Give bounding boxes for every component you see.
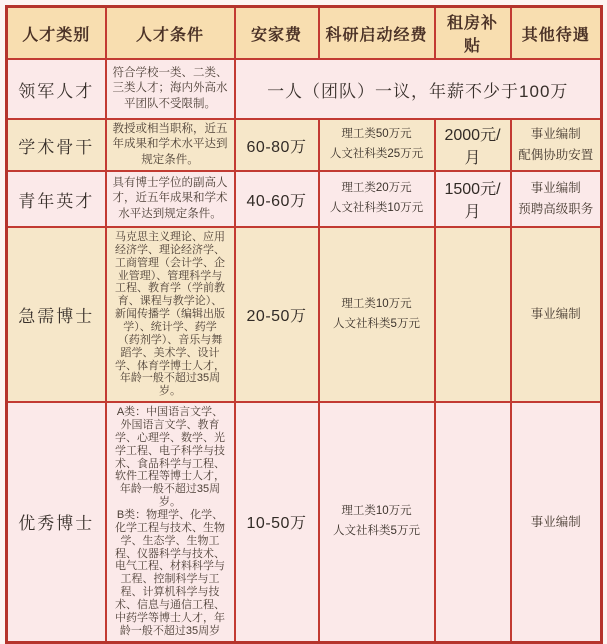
cell-condition [106, 402, 235, 642]
research-fund-line-humanities: 人文社科类10万元 [329, 202, 424, 214]
table-row-excellent-phd [7, 402, 602, 642]
cell-condition: 教授或相当职称，近五年成果和学术水平达到规定条件。 [106, 119, 235, 171]
cell-settling-allowance: 60-80万 [235, 119, 319, 171]
cell-housing-subsidy: 1500元/月 [435, 171, 511, 227]
cell-category: 青年英才 [7, 171, 106, 227]
research-fund-line-science: 理工类10万元 [341, 505, 412, 518]
cell-other-benefits [511, 119, 602, 171]
cell-research-fund [319, 119, 435, 171]
cell-category: 领军人才 [7, 59, 106, 119]
cell-settling-allowance: 20-50万 [235, 227, 319, 402]
cell-settling-allowance: 10-50万 [235, 402, 319, 642]
cell-research-fund [319, 171, 435, 227]
header-cell-talent-category: 人才类别 [7, 7, 106, 60]
research-fund-line-humanities: 人文社科类5万元 [333, 524, 420, 537]
other-benefit-line: 预聘高级职务 [518, 202, 594, 216]
header-cell-research-fund: 科研启动经费 [319, 7, 435, 60]
talent-recruitment-table [5, 5, 603, 644]
research-fund-line-science: 理工类10万元 [341, 298, 412, 311]
condition-paragraph-class-a: A类：中国语言文学、外国语言文学、教育学、心理学、数学、光学工程、电子科学与技术、食品科学与工程、软件工程等博士人才，年龄一般不超过35周岁。 [115, 406, 225, 509]
header-cell-talent-condition: 人才条件 [106, 7, 235, 60]
table-row-urgent-phd [7, 227, 602, 402]
cell-condition: 马克思主义理论、应用经济学、理论经济学、工商管理（会计学、企业管理）、管理科学与工程、教育学（学前教育、课程与教学论）、新闻传播学（编辑出版学）、统计学、药学（药剂学）、音乐与舞蹈学、美术学、设计学、体育学博士人才，年龄一般不超过35周岁。 [106, 227, 235, 402]
research-fund-line-humanities: 人文社科类25万元 [329, 148, 424, 160]
cell-housing-subsidy [435, 227, 511, 402]
cell-housing-subsidy: 2000元/月 [435, 119, 511, 171]
table-row-academic-backbone [7, 119, 602, 171]
other-benefit-line: 事业编制 [530, 127, 581, 142]
cell-research-fund [319, 227, 435, 402]
research-fund-line-science: 理工类20万元 [341, 182, 412, 195]
cell-other-benefits [511, 171, 602, 227]
cell-merged-negotiated-salary: 一人（团队）一议，年薪不少于100万 [235, 59, 602, 119]
table-row-leading-talent [7, 59, 602, 119]
cell-condition: 符合学校一类、二类、三类人才；海内外高水平团队不受限制。 [106, 59, 235, 119]
cell-category: 优秀博士 [7, 402, 106, 642]
cell-category: 急需博士 [7, 227, 106, 402]
cell-other-benefits [511, 402, 602, 642]
cell-settling-allowance: 40-60万 [235, 171, 319, 227]
cell-other-benefits [511, 227, 602, 402]
cell-condition: 具有博士学位的副高人才，近五年成果和学术水平达到规定条件。 [106, 171, 235, 227]
other-benefit-line: 事业编制 [530, 181, 581, 196]
other-benefit-line: 配偶协助安置 [518, 148, 594, 162]
header-cell-settling-allowance: 安家费 [235, 7, 319, 60]
other-benefit-line: 事业编制 [530, 307, 581, 322]
research-fund-line-humanities: 人文社科类5万元 [333, 317, 420, 330]
cell-housing-subsidy [435, 402, 511, 642]
condition-paragraph-class-b: B类：物理学、化学、化学工程与技术、生物学、生态学、生物工程、仪器科学与技术、电气工程、材料科学与工程、控制科学与工程、计算机科学与技术、信息与通信工程、中药学等博士人才，年龄一般不超过35周岁 [115, 509, 225, 637]
table-header-row [7, 7, 602, 60]
other-benefit-line: 事业编制 [530, 514, 581, 529]
header-cell-housing-subsidy: 租房补贴 [435, 7, 511, 60]
research-fund-line-science: 理工类50万元 [341, 128, 412, 141]
table-row-young-talent [7, 171, 602, 227]
header-cell-other-benefits: 其他待遇 [511, 7, 602, 60]
cell-research-fund [319, 402, 435, 642]
cell-category: 学术骨干 [7, 119, 106, 171]
